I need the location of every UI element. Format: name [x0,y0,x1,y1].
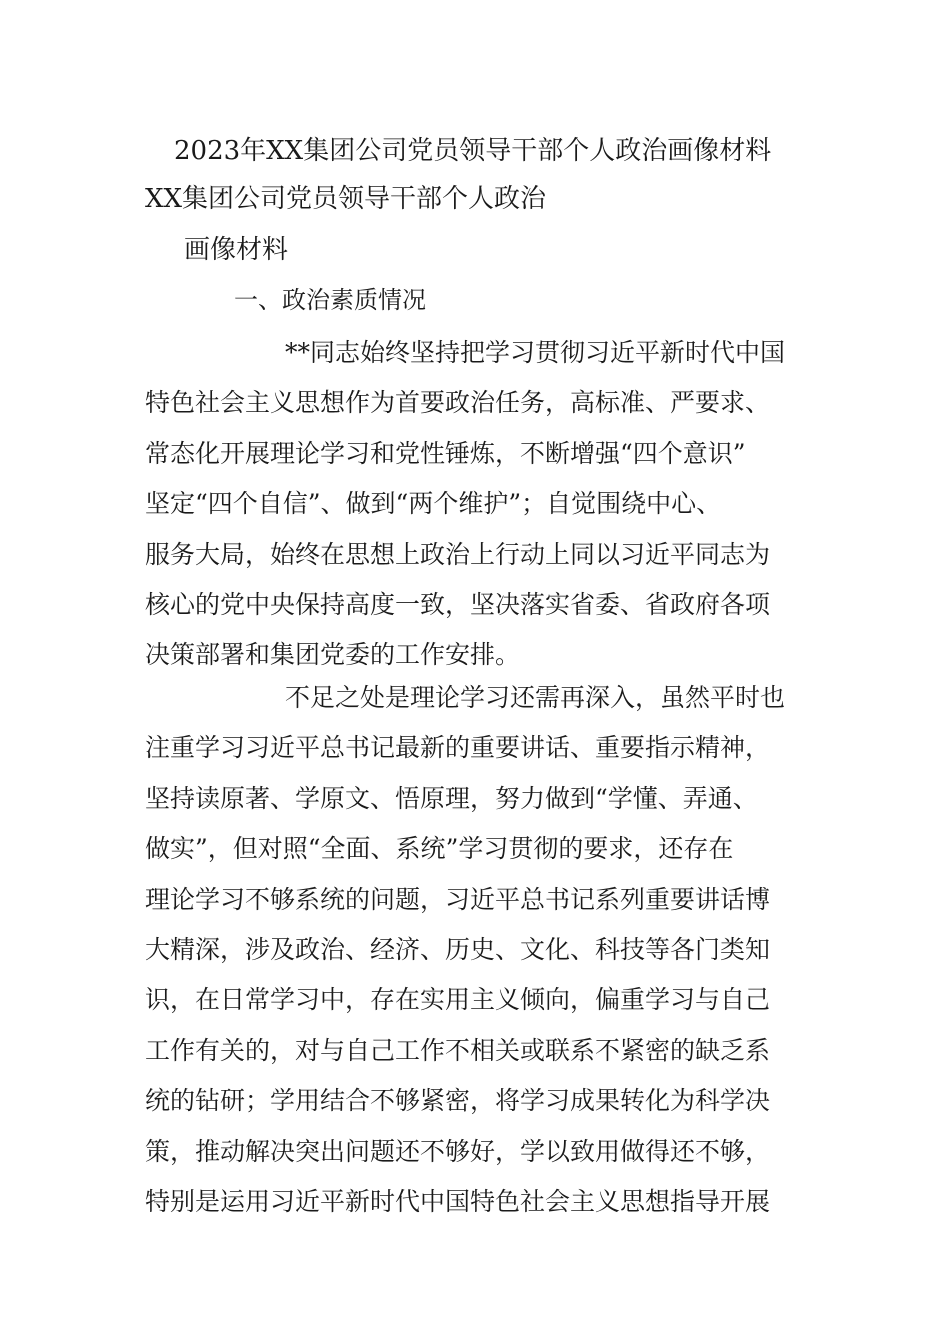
paragraph-line: 坚持读原著、学原文、悟原理，努力做到“学懂、弄通、 [145,783,758,813]
paragraph-line: 决策部署和集团党委的工作安排。 [145,640,521,670]
paragraph-line: 常态化开展理论学习和党性锤炼，不断增强“四个意识” [145,438,746,468]
paragraph-2 [145,673,813,1227]
paragraph-line: 统的钻研；学用结合不够紧密，将学习成果转化为科学决 [145,1086,771,1116]
section-heading: 一、政治素质情况 [234,286,426,314]
paragraph-line: **同志始终坚持把学习贯彻习近平新时代中国 [285,338,786,367]
document-subtitle-line-1: XX集团公司党员领导干部个人政治 [145,184,547,214]
paragraph-1 [145,328,813,681]
paragraph-line: 策，推动解决突出问题还不够好，学以致用做得还不够， [145,1136,771,1166]
document-subtitle-line-2: 画像材料 [184,235,289,265]
paragraph-line: 做实”，但对照“全面、系统”学习贯彻的要求，还存在 [145,834,734,864]
paragraph-line: 工作有关的，对与自己工作不相关或联系不紧密的缺乏系 [145,1035,771,1065]
document-title: 2023年XX集团公司党员领导干部个人政治画像材料 [174,136,772,166]
paragraph-line: 核心的党中央保持高度一致，坚决落实省委、省政府各项 [145,589,771,619]
paragraph-line: 大精深，涉及政治、经济、历史、文化、科技等各门类知 [145,934,771,964]
paragraph-line: 坚定“四个自信”、做到“两个维护”；自觉围绕中心、 [145,489,722,519]
paragraph-line: 识，在日常学习中，存在实用主义倾向，偏重学习与自己 [145,985,771,1015]
paragraph-line: 不足之处是理论学习还需再深入，虽然平时也 [285,683,786,712]
paragraph-line: 理论学习不够系统的问题，习近平总书记系列重要讲话博 [145,884,771,914]
paragraph-line: 特别是运用习近平新时代中国特色社会主义思想指导开展 [145,1186,771,1216]
paragraph-line: 注重学习习近平总书记最新的重要讲话、重要指示精神， [145,733,771,763]
paragraph-line: 特色社会主义思想作为首要政治任务，高标准、严要求、 [145,388,771,418]
paragraph-line: 服务大局，始终在思想上政治上行动上同以习近平同志为 [145,539,771,569]
